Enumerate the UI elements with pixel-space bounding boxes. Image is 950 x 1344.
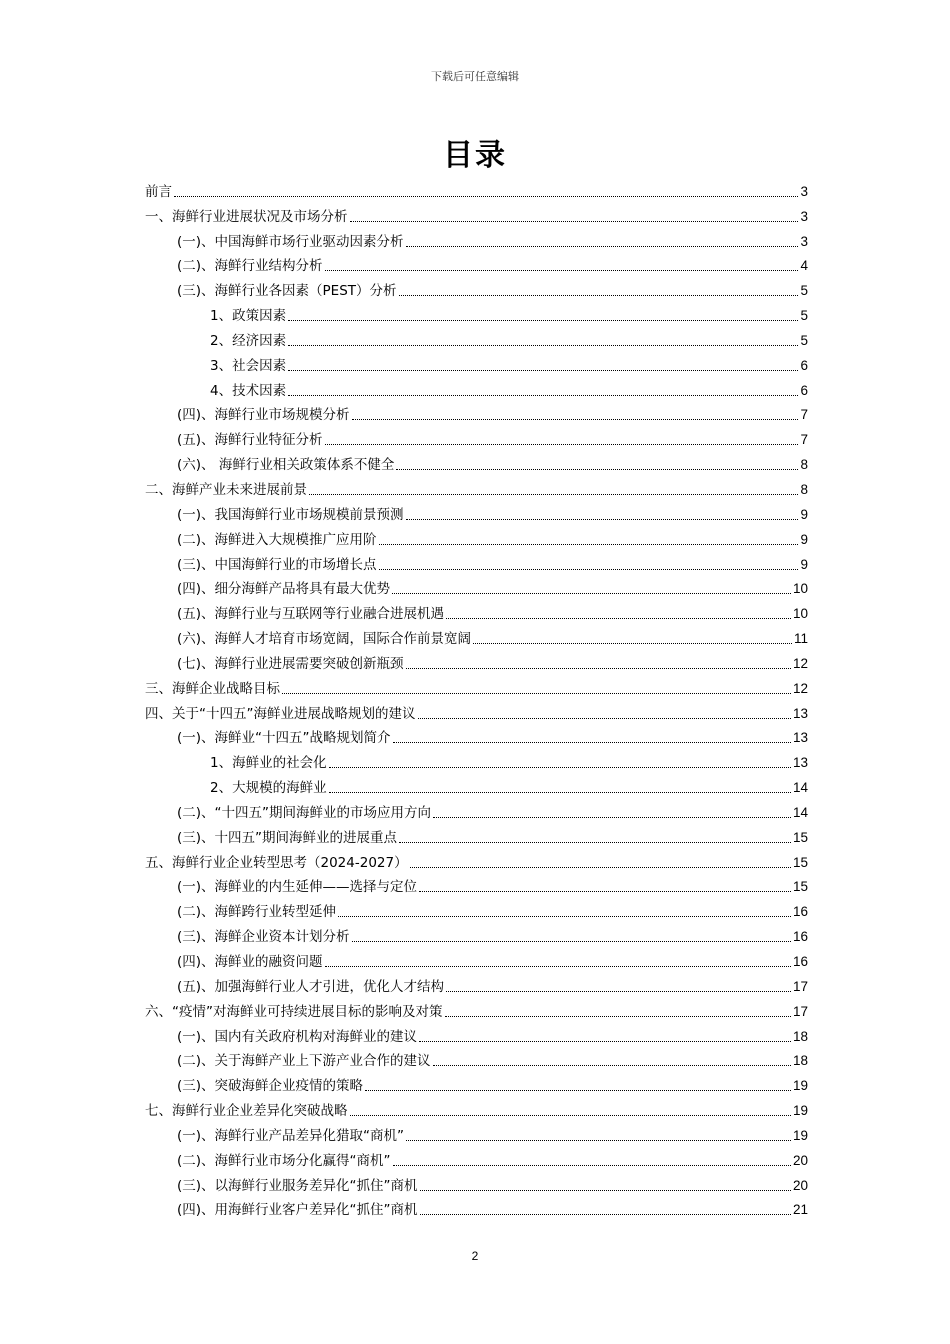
toc-entry-title: (三)、中国海鲜行业的市场增长点 xyxy=(177,556,377,573)
toc-entry-page: 13 xyxy=(792,730,808,746)
toc-dot-leader xyxy=(325,966,791,967)
toc-entry-page: 19 xyxy=(792,1103,808,1119)
toc-entry-page: 9 xyxy=(800,556,808,572)
toc-entry-title: (三)、十四五”期间海鲜业的进展重点 xyxy=(177,829,398,846)
toc-entry-title: 1、政策因素 xyxy=(210,308,287,325)
toc-entry[interactable] xyxy=(145,971,808,996)
page-number: 2 xyxy=(471,1249,479,1263)
toc-entry-page: 16 xyxy=(792,904,808,920)
toc-entry-title: 1、海鲜业的社会化 xyxy=(210,755,327,772)
toc-dot-leader xyxy=(338,916,791,917)
toc-entry[interactable] xyxy=(145,1170,808,1195)
toc-entry[interactable] xyxy=(145,325,808,350)
toc-entry-page: 14 xyxy=(792,804,808,820)
toc-dot-leader xyxy=(446,991,791,992)
toc-entry-page: 8 xyxy=(800,481,808,497)
table-of-contents xyxy=(145,176,808,1219)
toc-entry-title: (五)、海鲜行业与互联网等行业融合进展机遇 xyxy=(177,606,445,623)
header-note: 下载后可任意编辑 xyxy=(431,70,519,83)
toc-entry-page: 3 xyxy=(800,183,808,199)
toc-entry-title: (二)、海鲜行业市场分化赢得“商机” xyxy=(177,1152,391,1169)
toc-entry-title: (四)、海鲜行业市场规模分析 xyxy=(177,407,350,424)
toc-dot-leader xyxy=(393,742,791,743)
toc-entry[interactable] xyxy=(145,176,808,201)
toc-entry[interactable] xyxy=(145,474,808,499)
toc-entry-title: (三)、突破海鲜企业疫情的策略 xyxy=(177,1078,364,1095)
toc-dot-leader xyxy=(393,1165,791,1166)
toc-entry[interactable] xyxy=(145,226,808,251)
toc-entry[interactable] xyxy=(145,424,808,449)
toc-entry[interactable] xyxy=(145,623,808,648)
toc-entry[interactable] xyxy=(145,400,808,425)
toc-entry-title: (三)、海鲜企业资本计划分析 xyxy=(177,929,350,946)
toc-entry[interactable] xyxy=(145,275,808,300)
toc-entry[interactable] xyxy=(145,698,808,723)
toc-dot-leader xyxy=(350,221,799,222)
toc-entry-title: (五)、海鲜行业特征分析 xyxy=(177,432,323,449)
toc-dot-leader xyxy=(410,867,791,868)
toc-entry[interactable] xyxy=(145,921,808,946)
toc-entry[interactable] xyxy=(145,598,808,623)
toc-entry-page: 19 xyxy=(792,1078,808,1094)
toc-entry-title: (二)、关于海鲜产业上下游产业合作的建议 xyxy=(177,1053,431,1070)
toc-entry-title: (二)、海鲜进入大规模推广应用阶 xyxy=(177,531,377,548)
toc-entry[interactable] xyxy=(145,549,808,574)
toc-entry[interactable] xyxy=(145,946,808,971)
toc-entry[interactable] xyxy=(145,1070,808,1095)
toc-entry-page: 5 xyxy=(800,283,808,299)
toc-dot-leader xyxy=(420,1214,791,1215)
toc-dot-leader xyxy=(406,668,791,669)
toc-entry-page: 19 xyxy=(792,1127,808,1143)
toc-entry[interactable] xyxy=(145,350,808,375)
toc-dot-leader xyxy=(309,494,798,495)
toc-entry[interactable] xyxy=(145,772,808,797)
toc-entry-title: 3、社会因素 xyxy=(210,357,287,374)
toc-entry-title: 2、经济因素 xyxy=(210,332,287,349)
toc-dot-leader xyxy=(445,1016,791,1017)
toc-entry-title: 二、海鲜产业未来进展前景 xyxy=(145,481,307,498)
page-title: 目录 xyxy=(443,138,507,173)
toc-entry-title: 一、海鲜行业进展状况及市场分析 xyxy=(145,208,348,225)
toc-entry-page: 18 xyxy=(792,1028,808,1044)
toc-dot-leader xyxy=(392,593,791,594)
toc-entry-page: 5 xyxy=(800,332,808,348)
toc-entry-page: 11 xyxy=(793,631,808,647)
toc-dot-leader xyxy=(365,1090,791,1091)
toc-entry-page: 15 xyxy=(792,879,808,895)
toc-entry-page: 14 xyxy=(792,780,808,796)
toc-entry-title: 五、海鲜行业企业转型思考（2024-2027） xyxy=(145,854,408,871)
toc-entry-page: 9 xyxy=(800,506,808,522)
toc-entry-page: 13 xyxy=(792,755,808,771)
toc-dot-leader xyxy=(473,643,792,644)
toc-dot-leader xyxy=(329,792,791,793)
toc-entry-title: (二)、“十四五”期间海鲜业的市场应用方向 xyxy=(177,804,432,821)
toc-entry-page: 13 xyxy=(792,705,808,721)
toc-entry[interactable] xyxy=(145,375,808,400)
toc-entry[interactable] xyxy=(145,300,808,325)
toc-entry[interactable] xyxy=(145,847,808,872)
toc-entry-title: (三)、以海鲜行业服务差异化“抓住”商机 xyxy=(177,1177,418,1194)
toc-entry[interactable] xyxy=(145,723,808,748)
toc-dot-leader xyxy=(406,246,799,247)
toc-dot-leader xyxy=(406,1140,791,1141)
toc-dot-leader xyxy=(406,519,799,520)
toc-entry-page: 17 xyxy=(792,978,808,994)
toc-dot-leader xyxy=(288,320,798,321)
toc-dot-leader xyxy=(325,444,799,445)
toc-dot-leader xyxy=(399,295,799,296)
toc-entry[interactable] xyxy=(145,1021,808,1046)
toc-entry-page: 18 xyxy=(792,1053,808,1069)
toc-entry[interactable] xyxy=(145,1145,808,1170)
toc-entry-title: 前言 xyxy=(145,183,172,200)
toc-entry-title: (一)、海鲜行业产品差异化猎取“商机” xyxy=(177,1127,405,1144)
toc-entry-page: 9 xyxy=(800,531,808,547)
toc-entry[interactable] xyxy=(145,524,808,549)
toc-entry-page: 15 xyxy=(792,829,808,845)
toc-entry-page: 8 xyxy=(800,457,808,473)
toc-entry[interactable] xyxy=(145,896,808,921)
toc-entry-title: (四)、海鲜业的融资问题 xyxy=(177,954,323,970)
toc-entry[interactable] xyxy=(145,747,808,772)
toc-entry-title: (六)、 海鲜行业相关政策体系不健全 xyxy=(177,457,395,474)
toc-entry-page: 15 xyxy=(792,854,808,870)
toc-entry[interactable] xyxy=(145,1095,808,1120)
toc-entry-page: 10 xyxy=(792,581,808,597)
toc-entry-page: 10 xyxy=(792,606,808,622)
toc-entry-title: (二)、海鲜跨行业转型延伸 xyxy=(177,904,337,921)
toc-dot-leader xyxy=(418,718,791,719)
toc-entry-title: 2、大规模的海鲜业 xyxy=(210,780,327,797)
toc-entry[interactable] xyxy=(145,574,808,599)
toc-dot-leader xyxy=(174,196,798,197)
toc-entry[interactable] xyxy=(145,201,808,226)
toc-entry[interactable] xyxy=(145,673,808,698)
toc-entry-page: 3 xyxy=(800,208,808,224)
toc-entry-page: 16 xyxy=(792,929,808,945)
toc-dot-leader xyxy=(352,419,799,420)
toc-entry-page: 21 xyxy=(792,1202,808,1218)
toc-dot-leader xyxy=(433,1065,791,1066)
toc-dot-leader xyxy=(379,569,799,570)
toc-entry-page: 20 xyxy=(792,1152,808,1168)
toc-dot-leader xyxy=(419,1041,791,1042)
toc-dot-leader xyxy=(379,544,799,545)
toc-entry-title: (六)、海鲜人才培育市场宽阔，国际合作前景宽阔 xyxy=(177,631,472,648)
toc-dot-leader xyxy=(350,1115,791,1116)
toc-dot-leader xyxy=(288,395,798,396)
toc-entry-title: (一)、海鲜业“十四五”战略规划简介 xyxy=(177,730,391,747)
toc-dot-leader xyxy=(399,842,791,843)
toc-entry[interactable] xyxy=(145,872,808,897)
toc-dot-leader xyxy=(446,618,791,619)
toc-entry-page: 7 xyxy=(800,407,808,423)
toc-entry-title: (四)、用海鲜行业客户差异化“抓住”商机 xyxy=(177,1202,418,1219)
toc-dot-leader xyxy=(433,817,791,818)
toc-dot-leader xyxy=(419,891,791,892)
toc-dot-leader xyxy=(282,693,791,694)
toc-entry-page: 6 xyxy=(800,382,808,398)
toc-entry[interactable] xyxy=(145,449,808,474)
toc-dot-leader xyxy=(396,469,798,470)
toc-entry-page: 5 xyxy=(800,308,808,324)
toc-entry[interactable] xyxy=(145,1046,808,1071)
toc-entry[interactable] xyxy=(145,1120,808,1145)
toc-entry-title: (一)、国内有关政府机构对海鲜业的建议 xyxy=(177,1028,418,1045)
toc-entry[interactable] xyxy=(145,797,808,822)
toc-entry-title: 六、“疫情”对海鲜业可持续进展目标的影响及对策 xyxy=(145,1003,443,1020)
toc-entry[interactable] xyxy=(145,822,808,847)
toc-entry-page: 12 xyxy=(792,655,808,671)
toc-entry[interactable] xyxy=(145,648,808,673)
toc-entry-page: 6 xyxy=(800,357,808,373)
toc-entry-page: 7 xyxy=(800,432,808,448)
toc-entry-title: 四、关于“十四五”海鲜业进展战略规划的建议 xyxy=(145,705,416,722)
toc-entry[interactable] xyxy=(145,251,808,276)
toc-entry[interactable] xyxy=(145,996,808,1021)
toc-entry-title: (一)、海鲜业的内生延伸——选择与定位 xyxy=(177,879,418,896)
toc-entry-title: (一)、我国海鲜行业市场规模前景预测 xyxy=(177,506,404,523)
toc-entry-page: 20 xyxy=(792,1177,808,1193)
toc-entry-title: 三、海鲜企业战略目标 xyxy=(145,680,280,697)
toc-entry-title: (五)、加强海鲜行业人才引进，优化人才结构 xyxy=(177,978,445,995)
toc-dot-leader xyxy=(288,370,798,371)
toc-entry-title: (四)、细分海鲜产品将具有最大优势 xyxy=(177,581,391,598)
toc-entry-title: (七)、海鲜行业进展需要突破创新瓶颈 xyxy=(177,655,404,672)
toc-dot-leader xyxy=(329,767,791,768)
toc-entry[interactable] xyxy=(145,499,808,524)
toc-entry-title: 4、技术因素 xyxy=(210,382,287,399)
toc-entry-title: (二)、海鲜行业结构分析 xyxy=(177,258,323,275)
toc-dot-leader xyxy=(420,1190,791,1191)
toc-entry-page: 12 xyxy=(792,680,808,696)
toc-dot-leader xyxy=(288,345,798,346)
toc-entry-title: 七、海鲜行业企业差异化突破战略 xyxy=(145,1103,348,1120)
toc-entry-page: 3 xyxy=(800,233,808,249)
toc-dot-leader xyxy=(352,941,791,942)
toc-dot-leader xyxy=(325,270,799,271)
toc-entry-page: 17 xyxy=(792,1003,808,1019)
toc-entry[interactable] xyxy=(145,1195,808,1220)
toc-entry-page: 4 xyxy=(800,258,808,274)
toc-entry-title: (三)、海鲜行业各因素（PEST）分析 xyxy=(177,283,397,300)
toc-entry-page: 16 xyxy=(792,954,808,969)
toc-entry-title: (一)、中国海鲜市场行业驱动因素分析 xyxy=(177,233,404,250)
